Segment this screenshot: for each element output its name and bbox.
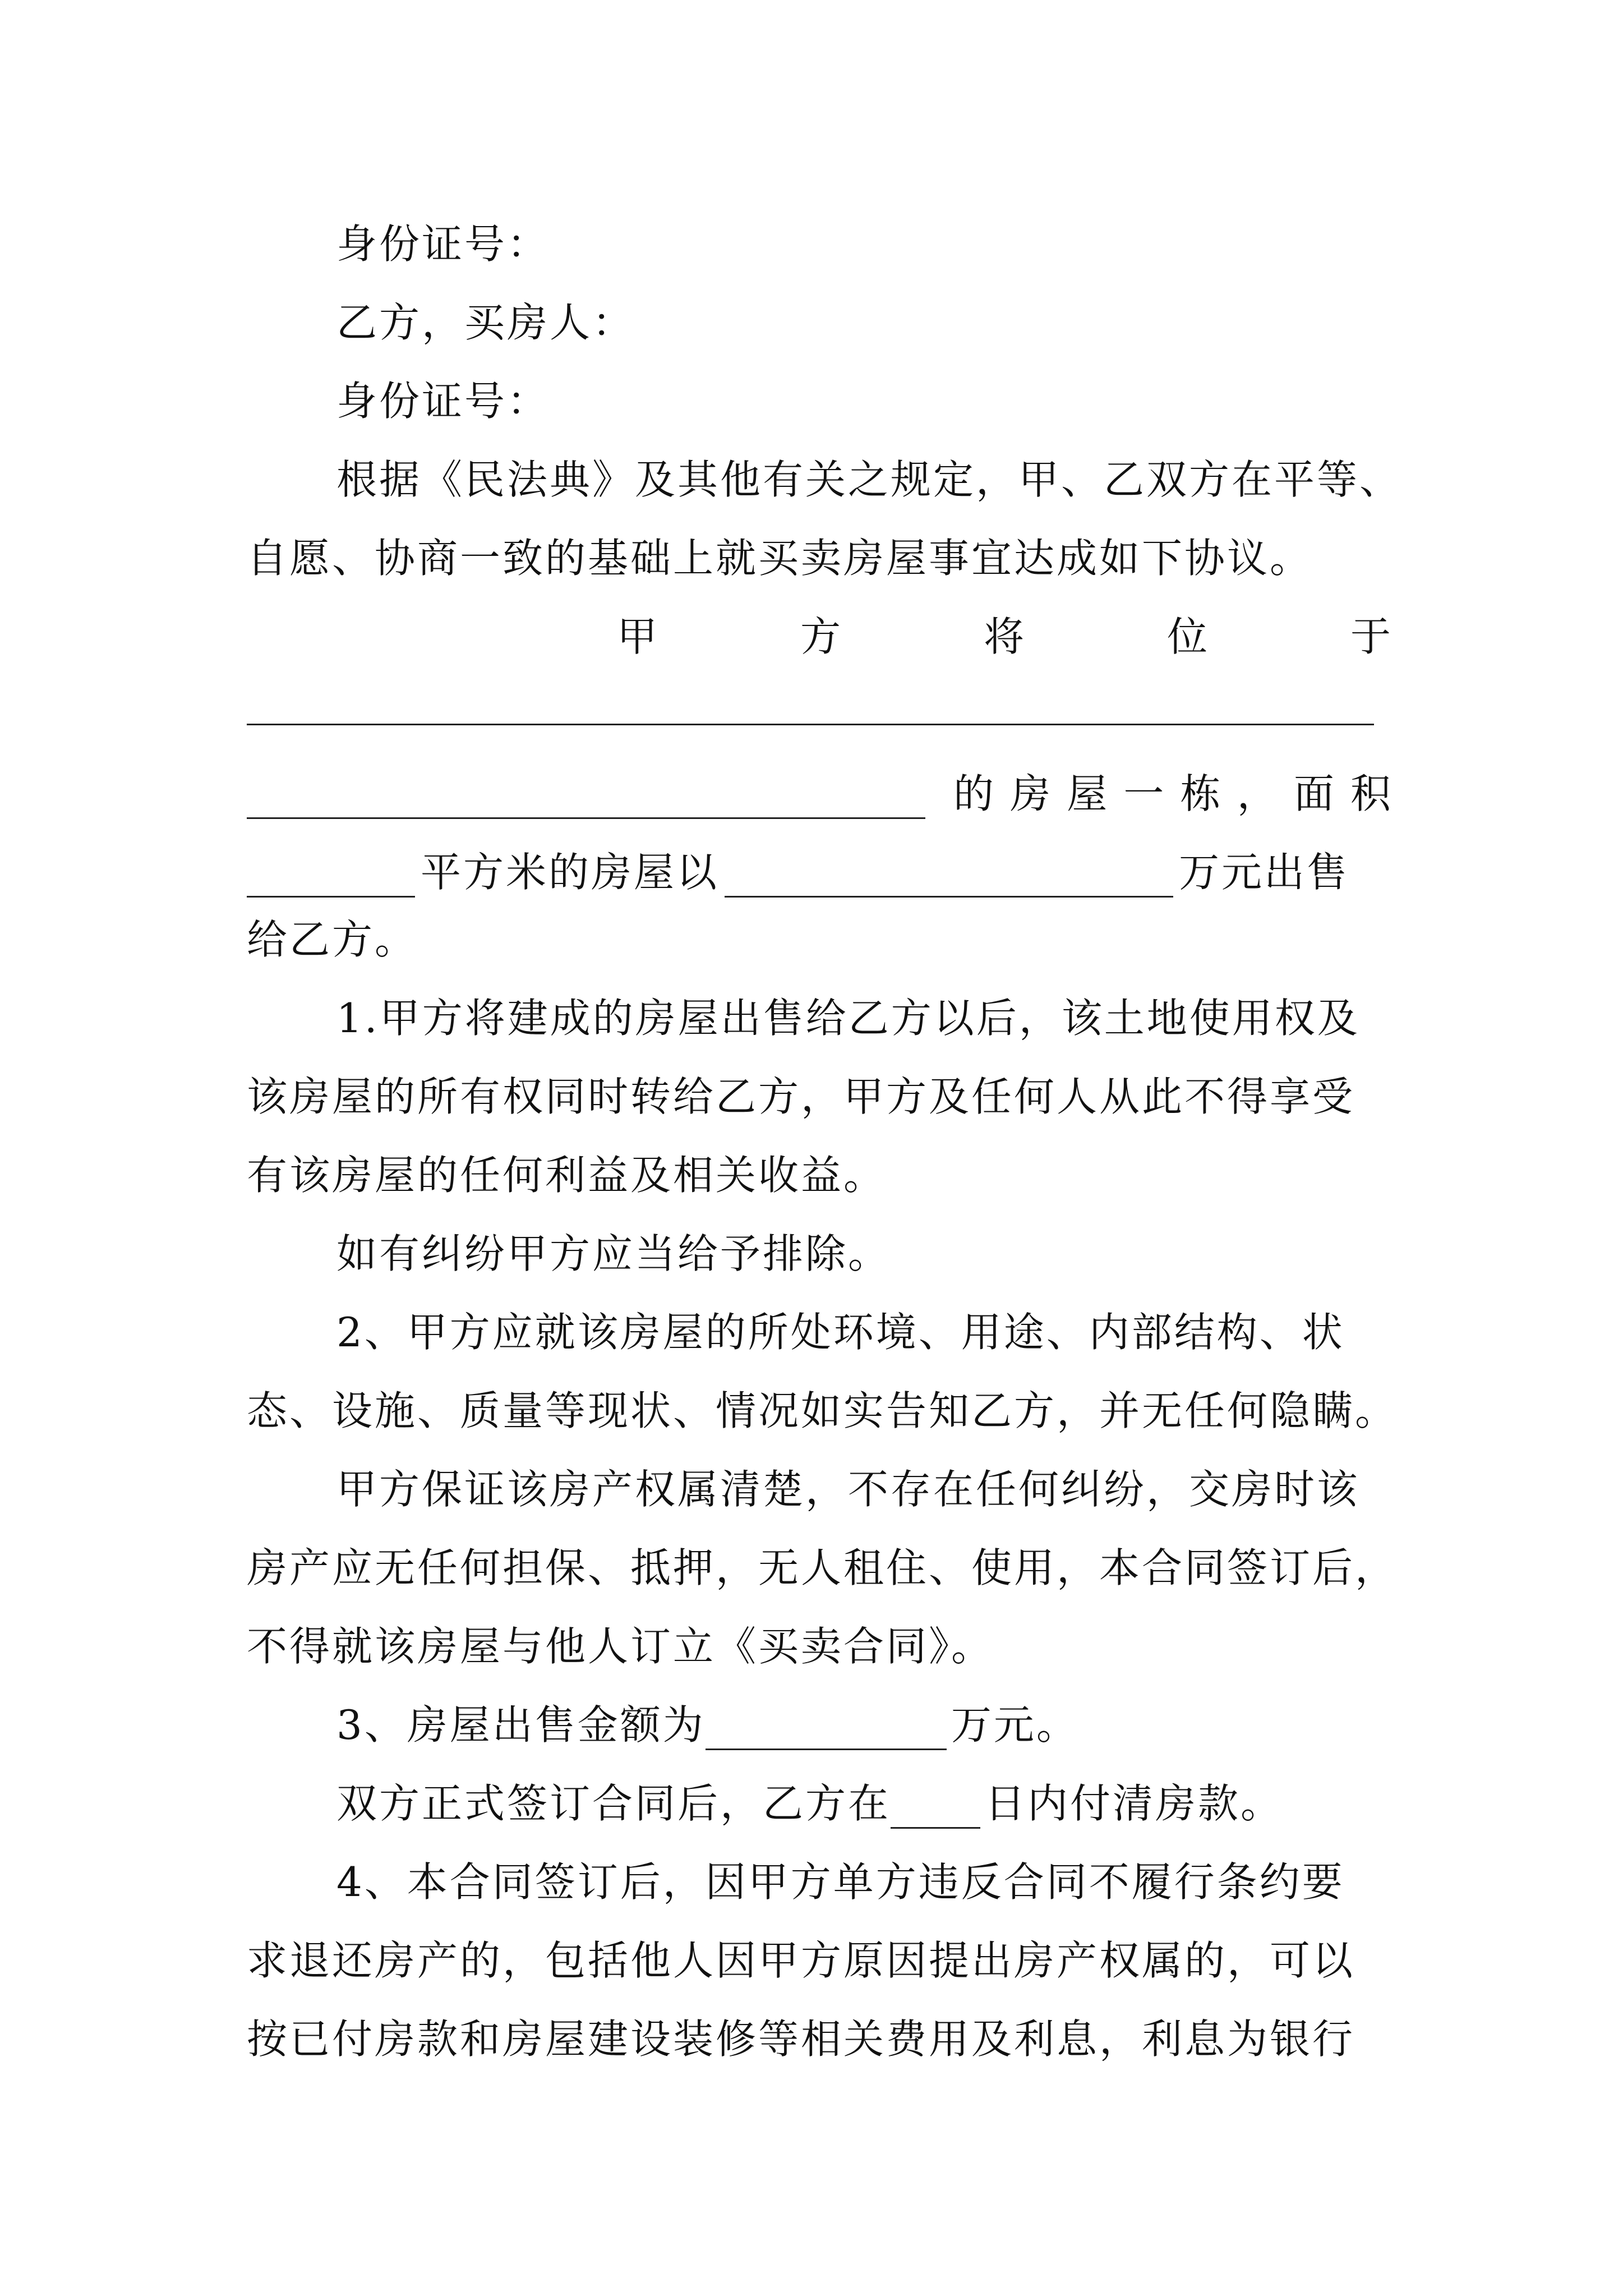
property-text-char: 房: [1010, 770, 1051, 817]
area-text: 平方米的房屋以: [421, 849, 720, 896]
clause-2-guarantee-line-2: 房产应无任何担保、抵押，无人租住、使用，本合同签订后，: [247, 1544, 1398, 1591]
clause-2-guarantee-line-1: 甲方保证该房产权属清楚，不存在任何纠纷，交房时该: [336, 1466, 1360, 1513]
payment-term-row: [336, 1778, 1391, 1829]
payment-term-tail: 日内付清房款。: [985, 1780, 1284, 1827]
property-text-char: 一: [1123, 770, 1164, 817]
clause-1-dispute: 如有纠纷甲方应当给予排除。: [336, 1230, 891, 1277]
spaced-char: 甲: [617, 613, 658, 660]
spaced-char: 方: [800, 613, 841, 660]
clause-1-line-2: 该房屋的所有权同时转给乙方，甲方及任何人从此不得享受: [247, 1073, 1355, 1120]
clause-4-line-1: 4、本合同签订后，因甲方单方违反合同不履行条约要: [336, 1858, 1345, 1906]
clause-2-line-2: 态、设施、质量等现状、情况如实告知乙方，并无任何隐瞒。: [247, 1387, 1398, 1434]
clause-1-line-3: 有该房屋的任何利益及相关收益。: [247, 1152, 887, 1199]
buyer-label: 乙方，买房人：: [336, 299, 635, 346]
payment-term-text: 双方正式签订合同后，乙方在: [336, 1780, 891, 1827]
area-blank: [247, 860, 415, 898]
property-text-char: 栋: [1180, 770, 1221, 817]
property-description-row: [247, 769, 1391, 819]
clause-3-text: 3、房屋出售金额为: [336, 1701, 706, 1749]
clause-2-guarantee-line-3: 不得就该房屋与他人订立《买卖合同》。: [247, 1623, 994, 1670]
sale-to-buyer: 给乙方。: [247, 916, 418, 963]
clause-4-line-3: 按已付房款和房屋建设装修等相关费用及利息，利息为银行: [247, 2016, 1355, 2063]
property-text-char: ，: [1237, 770, 1278, 817]
clause-4-line-2: 求退还房产的，包括他人因甲方原因提出房产权属的，可以: [247, 1937, 1355, 1984]
area-price-row: [247, 847, 1391, 898]
clause-1-line-1: 1.甲方将建成的房屋出售给乙方以后，该土地使用权及: [336, 995, 1360, 1042]
property-text-char: 积: [1350, 770, 1391, 817]
preamble-line-1: 根据《民法典》及其他有关之规定，甲、乙双方在平等、: [336, 456, 1403, 503]
clause-2-line-1: 2、甲方应就该房屋的所处环境、用途、内部结构、状: [336, 1309, 1345, 1356]
property-text-char: 的: [953, 770, 994, 817]
buyer-id-label: 身份证号：: [336, 378, 550, 425]
payment-days-blank: [891, 1791, 980, 1829]
property-text-char: 屋: [1067, 770, 1108, 817]
spaced-char: 位: [1166, 613, 1207, 660]
preamble-line-2: 自愿、协商一致的基础上就买卖房屋事宜达成如下协议。: [247, 535, 1313, 582]
spaced-char: 于: [1350, 613, 1391, 660]
spaced-char: 将: [983, 613, 1024, 660]
property-text: [925, 769, 1391, 819]
price-blank: [725, 860, 1173, 898]
clause-3-row: [336, 1700, 1391, 1750]
sale-amount-blank: [706, 1713, 947, 1750]
location-blank-1: [247, 724, 1374, 725]
seller-id-label: 身份证号：: [336, 220, 550, 268]
price-text: 万元出售: [1179, 849, 1350, 896]
location-blank-2: [247, 781, 925, 819]
property-text-char: 面: [1293, 770, 1334, 817]
property-location-intro: [617, 611, 1391, 662]
clause-3-unit: 万元。: [951, 1701, 1079, 1749]
